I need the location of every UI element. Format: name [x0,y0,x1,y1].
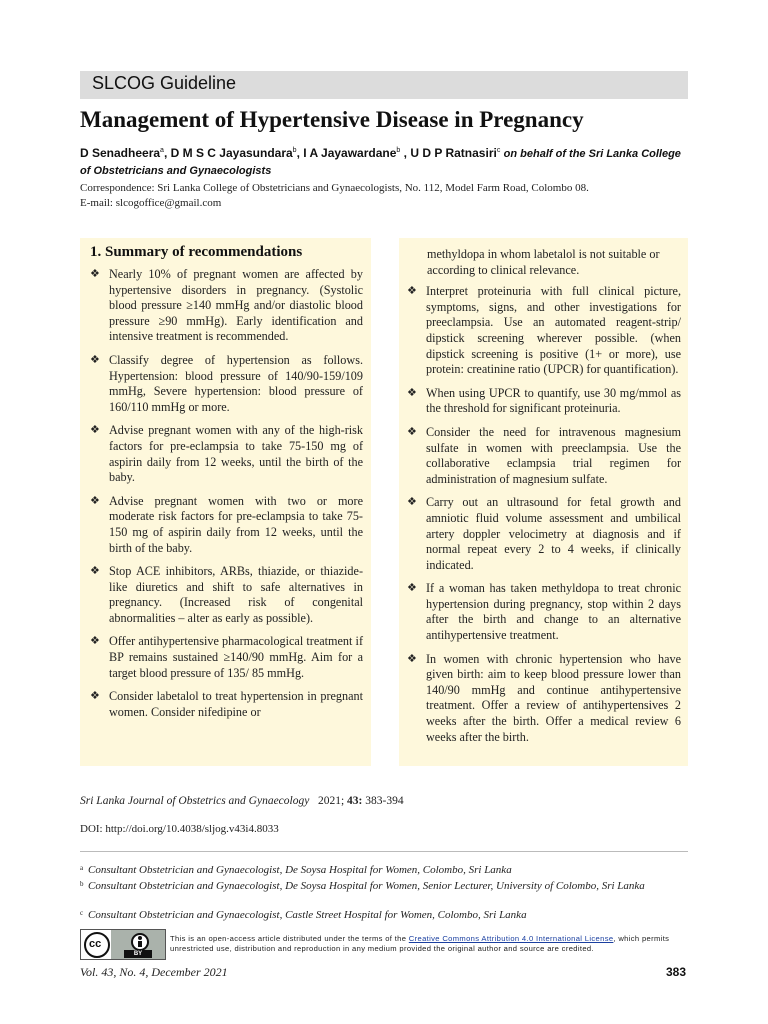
bullet-icon: ❖ [407,425,417,438]
recommendation-text: Consider labetalol to treat hypertension in pregnant women. Consider nifedipine or [109,689,363,719]
recommendation-text: Interpret proteinuria with full clinical picture, symptoms, signs, and other investigations for preeclampsia. Use an automated reagent-strip/ dipstick screening wherever possible. (when dipstick screening is positive (1+ or more), use protein: creatinine ratio (UPCR) for quantification). [426,284,681,377]
recommendation-item [407,425,681,487]
guideline-label: SLCOG Guideline [92,73,237,93]
recommendation-item [90,353,363,415]
recommendation-text: Advise pregnant women with any of the high-risk factors for pre-eclampsia to take 75-150 mg of aspirin daily from 12 weeks, until the birth of the baby. [109,423,363,485]
recommendation-item [90,494,363,556]
cc-icon [84,932,110,958]
person-head-shape [138,936,142,940]
summary-panel-right [399,238,688,766]
recommendation-text: methyldopa in whom labetalol is not suitable or according to clinical relevance. [427,247,660,277]
page-number: 383 [665,965,686,979]
recommendation-text: Offer antihypertensive pharmacological treatment if BP remains sustained ≥140/90 mmHg. Aim for a target blood pressure of 135/ 85 mmHg. [109,634,363,680]
by-icon-area [111,930,165,959]
journal-citation [80,795,404,807]
person-body-shape [138,941,142,947]
affiliation-note [80,864,688,877]
bullet-icon: ❖ [90,494,100,507]
affiliation-text: Consultant Obstetrician and Gynaecologist, Castle Street Hospital for Women, Colombo, Sri Lanka [88,909,527,921]
recommendation-item [407,284,681,378]
author-name: U D P Ratnasiri [410,146,497,160]
author-affil-mark: c [496,147,501,154]
affiliation-mark: a [80,864,84,872]
author-separator: , [400,146,411,160]
by-icon-label: BY [124,950,152,958]
recommendation-text: When using UPCR to quantify, use 30 mg/mmol as the threshold for significant proteinuria. [426,385,681,416]
recommendation-list-right [407,247,681,753]
summary-panel-left [80,238,371,766]
affiliation-note [80,909,688,922]
author-name: I A Jayawardane [303,146,397,160]
recommendation-text: Classify degree of hypertension as follows. Hypertension: blood pressure of 140/90-159/109 mmHg, Severe hypertension: blood pressure of 160/110 mmHg or more. [109,352,363,414]
journal-year: 2021; [317,795,348,807]
recommendation-item [407,652,681,746]
affiliation-mark: c [80,909,84,917]
cc-icon-label: cc [89,938,102,950]
recommendation-text: Carry out an ultrasound for fetal growth and amniotic fluid volume assessment and umbilical artery doppler velocimetry at diagnosis and if normal repeat every 2 to 4 weeks, if clinically indicated. [426,495,681,572]
bullet-icon: ❖ [90,268,100,280]
affiliation-note [80,880,688,893]
license-statement [170,934,690,954]
license-text-start: This is an open-access article distributed under the terms of the [170,934,409,943]
bullet-icon: ❖ [407,652,417,665]
correspondence-address: Correspondence: Sri Lanka College of Obstetricians and Gynaecologists, No. 112, Model Farm Road, Colombo 08. [80,182,589,194]
correspondence-email[interactable]: E-mail: slcogoffice@gmail.com [80,197,222,209]
journal-pages: 383-394 [362,795,404,807]
bullet-icon: ❖ [90,424,100,437]
recommendation-item [90,564,363,626]
affiliation-mark: b [80,880,84,888]
recommendation-item [90,634,363,681]
recommendation-text: Consider the need for intravenous magnesium sulfate in women with preeclampsia. Use the collaborative eclampsia trial regimen for administration of magnesium sulfate. [426,424,681,486]
recommendation-item [90,689,363,720]
affiliation-text: Consultant Obstetrician and Gynaecologist, De Soysa Hospital for Women, Senior Lecturer, University of Colombo, Sri Lanka [88,880,645,892]
article-title: Management of Hypertensive Disease in Pregnancy [80,107,584,132]
recommendation-item [407,386,681,417]
cc-by-license-badge[interactable] [80,929,166,960]
guideline-banner [80,71,688,99]
bullet-icon: ❖ [90,635,100,648]
recommendation-list-left [90,267,363,728]
recommendation-text: Nearly 10% of pregnant women are affected by hypertensive disorders in pregnancy. (Systolic blood pressure ≥140 mmHg and/or diastolic blood pressure ≥90 mmHg). Early identification and intensive treatment is recommended. [109,267,363,344]
journal-name: Sri Lanka Journal of Obstetrics and Gynaecology [80,795,310,807]
recommendation-text: If a woman has taken methyldopa to treat chronic hypertension during pregnancy, stop within 2 days after the birth and change to an alternative antihypertensive treatment. [426,581,681,643]
recommendation-text: Advise pregnant women with two or more moderate risk factors for pre-eclampsia to take 75-150 mg of aspirin daily from 12 weeks, until the birth of the baby. [109,493,363,555]
summary-heading: 1. Summary of recommendations [90,244,303,260]
license-text-end: , which permits unrestricted use, distribution and reproduction in any medium provided the original author and source are credited. [170,934,670,953]
author-list [80,143,690,179]
bullet-icon: ❖ [407,386,417,399]
recommendation-item [407,495,681,573]
author-name: D M S C Jayasundara [170,146,293,160]
recommendation-text: In women with chronic hypertension who have given birth: aim to keep blood pressure lower than 140/90 mmHg and continue antihypertensive treatment. Offer a review of antihypertensives 2 weeks after the birth. Offer a medical review 6 weeks after the birth. [426,651,681,744]
bullet-icon: ❖ [90,353,100,366]
affiliation-text: Consultant Obstetrician and Gynaecologist, De Soysa Hospital for Women, Colombo, Sri Lanka [88,864,512,876]
recommendation-text: Stop ACE inhibitors, ARBs, thiazide, or thiazide-like diuretics and shift to safe alternatives in pregnancy. (Increased risk of congenital abnormalities – alter as early as possible). [109,564,363,625]
author-affil-mark: a [160,147,164,154]
author-affil-mark: b [292,147,297,154]
recommendation-item [90,423,363,485]
author-name: D Senadheera [80,146,161,160]
attribution-person-icon [131,933,149,951]
on-behalf-note: on behalf of the Sri Lanka College of Obstetricians and Gynaecologists [80,148,681,177]
recommendation-item [90,267,363,345]
author-separator: , [296,146,304,160]
bullet-icon: ❖ [90,565,100,578]
license-link[interactable]: Creative Commons Attribution 4.0 International License [408,934,614,943]
recommendation-continuation [407,247,681,278]
author-separator: , [163,146,171,160]
bullet-icon: ❖ [407,285,417,298]
bullet-icon: ❖ [90,690,100,703]
bullet-icon: ❖ [407,496,417,509]
journal-volume: 43: [347,795,363,807]
doi-link[interactable]: DOI: http://doi.org/10.4038/sljog.v43i4.8033 [80,823,279,835]
author-affil-mark: b [396,147,401,154]
recommendation-item [407,581,681,643]
bullet-icon: ❖ [407,582,417,595]
footnote-divider [80,851,688,852]
correspondence-block [80,181,690,211]
footer-volume: Vol. 43, No. 4, December 2021 [80,965,228,979]
